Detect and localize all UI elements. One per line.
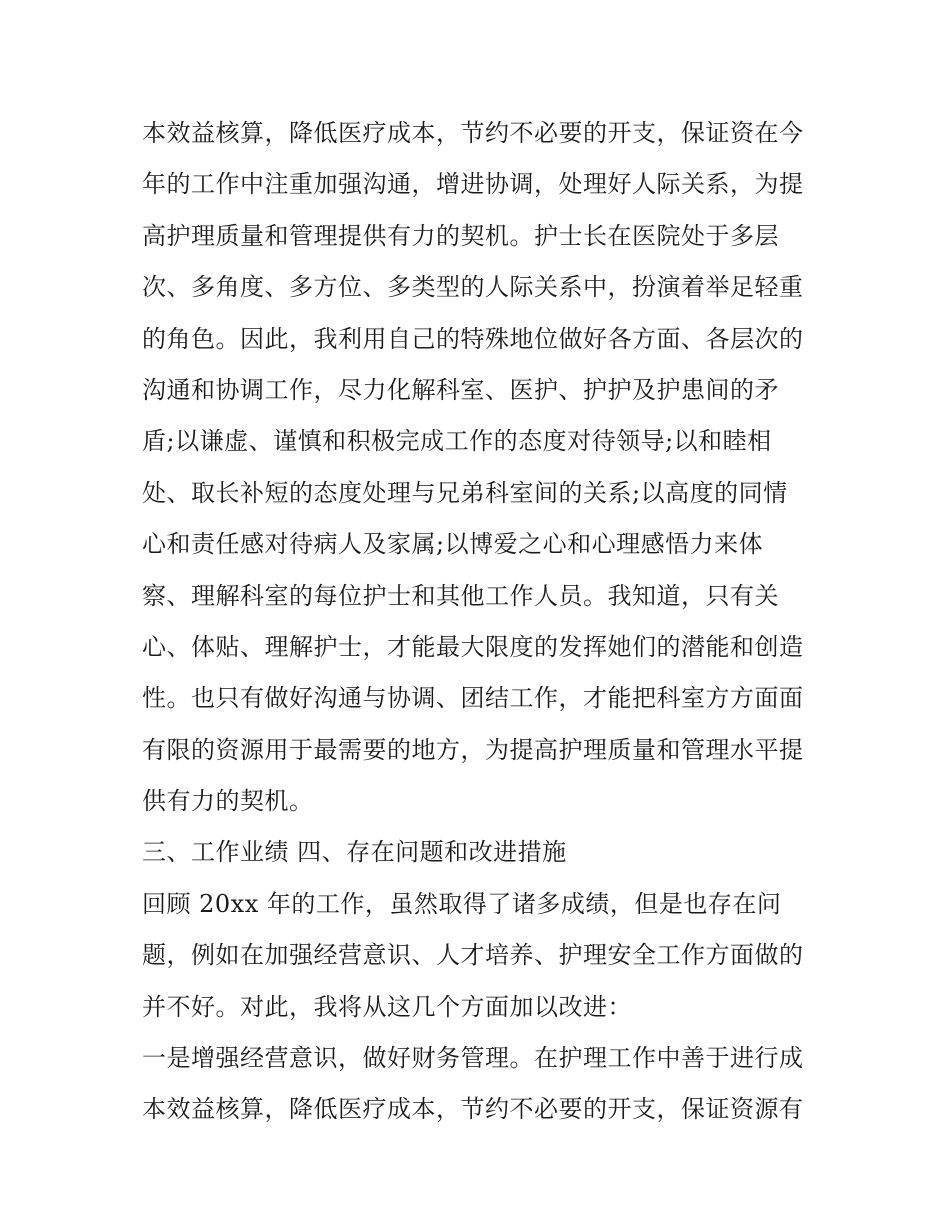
- text-line: 年的工作中注重加强沟通，增进协调，处理好人际关系，为提: [142, 170, 804, 199]
- text-line: 本效益核算，降低医疗成本，节约不必要的开支，保证资在今: [142, 119, 804, 147]
- text-line: 心、体贴、理解护士，才能最大限度的发挥她们的潜能和创造: [142, 632, 804, 661]
- text-line: 有限的资源用于最需要的地方，为提高护理质量和管理水平提: [142, 735, 804, 764]
- text-line: 察、理解科室的每位护士和其他工作人员。我知道，只有关: [142, 581, 779, 610]
- text-line: 题，例如在加强经营意识、人才培养、护理安全工作方面做的: [142, 941, 804, 970]
- text-line: 供有力的契机。: [142, 787, 314, 816]
- text-line: 心和责任感对待病人及家属;以博爱之心和心理感悟力来体: [142, 530, 764, 559]
- text-line: 回顾 20xx 年的工作，虽然取得了诸多成绩，但是也存在问: [142, 889, 782, 918]
- text-line: 本效益核算，降低医疗成本，节约不必要的开支，保证资源有: [142, 1095, 804, 1124]
- text-line: 一是增强经营意识，做好财务管理。在护理工作中善于进行成: [142, 1044, 804, 1073]
- body-text: [142, 108, 822, 1136]
- text-line: 处、取长补短的态度处理与兄弟科室间的关系;以高度的同情: [142, 478, 788, 507]
- text-line: 的角色。因此，我利用自己的特殊地位做好各方面、各层次的: [142, 324, 804, 353]
- text-line: 性。也只有做好沟通与协调、团结工作，才能把科室方方面面: [142, 684, 804, 713]
- text-line: 次、多角度、多方位、多类型的人际关系中，扮演着举足轻重: [142, 273, 804, 302]
- section-heading: 三、工作业绩 四、存在问题和改进措施: [142, 838, 567, 867]
- text-line: 高护理质量和管理提供有力的契机。护士长在医院处于多层: [142, 221, 779, 250]
- text-line: 沟通和协调工作，尽力化解科室、医护、护护及护患间的矛: [142, 375, 779, 404]
- text-line: 盾;以谦虚、谨慎和积极完成工作的态度对待领导;以和睦相: [142, 427, 772, 456]
- text-line: 并不好。对此，我将从这几个方面加以改进：: [142, 992, 632, 1021]
